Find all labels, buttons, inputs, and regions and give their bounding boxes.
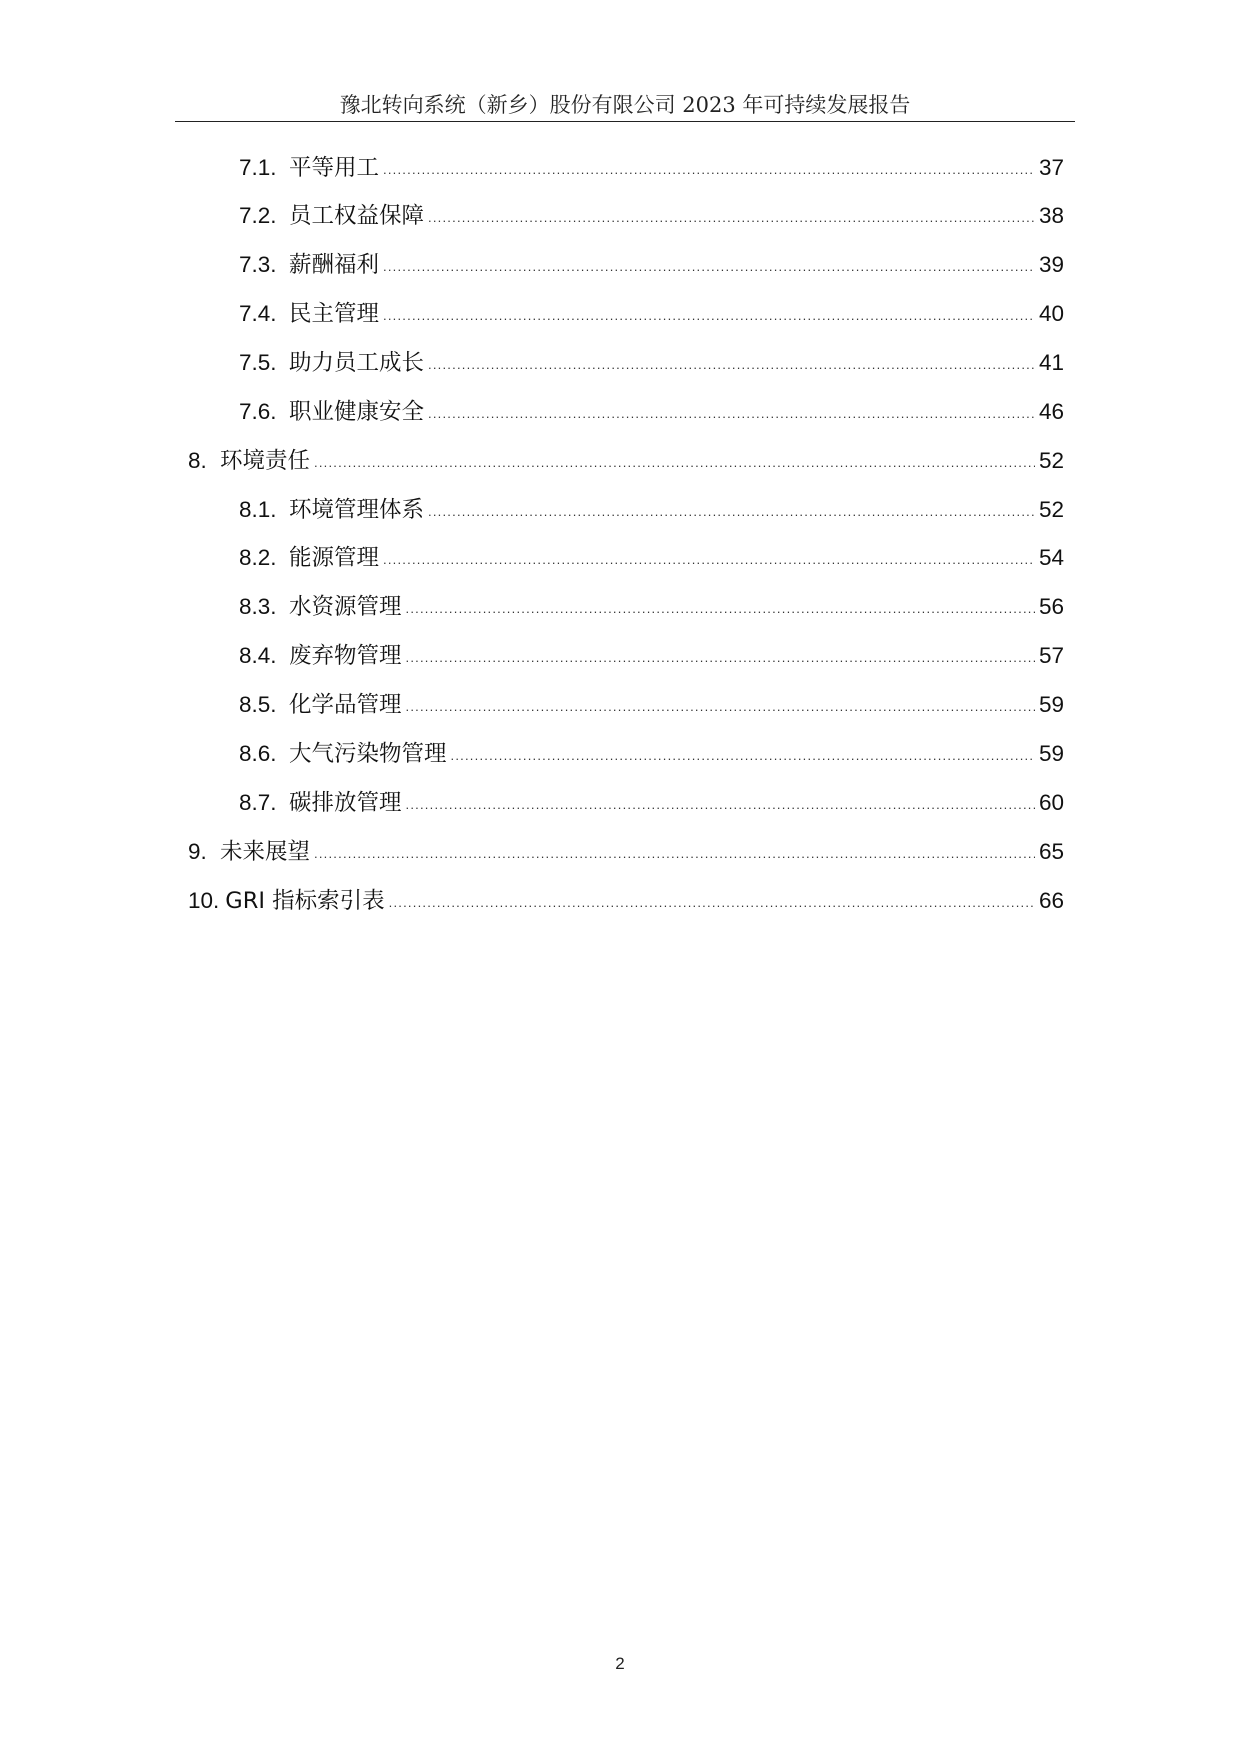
toc-entry-page: 38 [1038,203,1064,228]
toc-dot-leader [314,443,1035,480]
toc-entry-7-2[interactable] [239,199,1064,233]
toc-entry-title: 废弃物管理 [289,643,402,669]
toc-entry-page: 37 [1038,155,1064,180]
toc-entry-page: 52 [1038,497,1064,522]
toc-entry-title: 未来展望 [220,839,311,865]
toc-entry-8-7[interactable] [239,786,1064,820]
toc-entry-page: 56 [1038,594,1064,619]
toc-entry-title: 职业健康安全 [289,399,425,425]
toc-entry-number: 7.4. [239,301,277,326]
toc-entry-8-5[interactable] [239,688,1064,722]
toc-entry-number: 8.4. [239,643,277,668]
toc-entry-title: 员工权益保障 [289,203,425,229]
toc-entry-page: 54 [1038,545,1064,570]
toc-entry-number: 7.2. [239,203,277,228]
toc-entry-8-6[interactable] [239,737,1064,771]
toc-entry-title: 化学品管理 [289,692,402,718]
toc-entry-title: 水资源管理 [289,594,402,620]
running-header: 豫北转向系统（新乡）股份有限公司 2023 年可持续发展报告 [339,93,911,117]
toc-entry-page: 57 [1038,643,1064,668]
toc-entry-title: GRI 指标索引表 [225,888,385,914]
toc-entry-number: 8.1. [239,497,277,522]
toc-dot-leader [428,394,1035,431]
toc-entry-number: 8.2. [239,545,277,570]
toc-entry-number: 9. [188,839,207,864]
toc-dot-leader [383,247,1035,284]
toc-entry-number: 8. [188,448,207,473]
toc-entry-title: 薪酬福利 [289,252,380,278]
toc-entry-8-4[interactable] [239,639,1064,673]
toc-entry-7-5[interactable] [239,346,1064,380]
toc-entry-title: 环境责任 [220,448,311,474]
toc-dot-leader [406,687,1035,724]
toc-dot-leader [383,296,1035,333]
toc-entry-title: 民主管理 [289,301,380,327]
toc-entry-number: 7.3. [239,252,277,277]
toc-dot-leader [406,589,1035,626]
toc-entry-number: 8.7. [239,790,277,815]
toc-dot-leader [389,883,1035,920]
toc-entry-page: 41 [1038,350,1064,375]
toc-entry-9[interactable] [188,835,1064,869]
toc-dot-leader [406,785,1035,822]
toc-entry-8-2[interactable] [239,541,1064,575]
toc-entry-7-1[interactable] [239,151,1064,185]
toc-entry-page: 46 [1038,399,1064,424]
toc-entry-title: 助力员工成长 [289,350,425,376]
toc-entry-page: 52 [1038,448,1064,473]
toc-entry-page: 60 [1038,790,1064,815]
toc-entry-7-6[interactable] [239,395,1064,429]
toc-dot-leader [383,540,1035,577]
toc-entry-page: 59 [1038,741,1064,766]
toc-entry-title: 大气污染物管理 [289,741,447,767]
page-number: 2 [615,1654,625,1673]
toc-entry-page: 65 [1038,839,1064,864]
toc-entry-8-1[interactable] [239,493,1064,527]
toc-dot-leader [428,198,1035,235]
toc-dot-leader [451,736,1035,773]
toc-entry-number: 7.6. [239,399,277,424]
toc-entry-page: 39 [1038,252,1064,277]
toc-entry-title: 能源管理 [289,545,380,571]
toc-entry-7-4[interactable] [239,297,1064,331]
toc-entry-7-3[interactable] [239,248,1064,282]
toc-entry-title: 碳排放管理 [289,790,402,816]
toc-entry-number: 8.6. [239,741,277,766]
toc-dot-leader [406,638,1035,675]
toc-entry-page: 59 [1038,692,1064,717]
toc-entry-number: 10. [188,888,220,913]
toc-entry-number: 8.3. [239,594,277,619]
toc-entry-number: 8.5. [239,692,277,717]
toc-dot-leader [428,492,1035,529]
toc-entry-number: 7.5. [239,350,277,375]
toc-entry-title: 环境管理体系 [289,497,425,523]
toc-entry-8-3[interactable] [239,590,1064,624]
toc-entry-page: 40 [1038,301,1064,326]
toc-entry-title: 平等用工 [289,155,380,181]
toc-entry-8[interactable] [188,444,1064,478]
toc-dot-leader [314,834,1035,871]
toc-entry-page: 66 [1038,888,1064,913]
header-divider [175,121,1075,122]
toc-entry-number: 7.1. [239,155,277,180]
toc-dot-leader [383,150,1035,187]
toc-entry-10[interactable] [188,884,1064,918]
toc-dot-leader [428,345,1035,382]
